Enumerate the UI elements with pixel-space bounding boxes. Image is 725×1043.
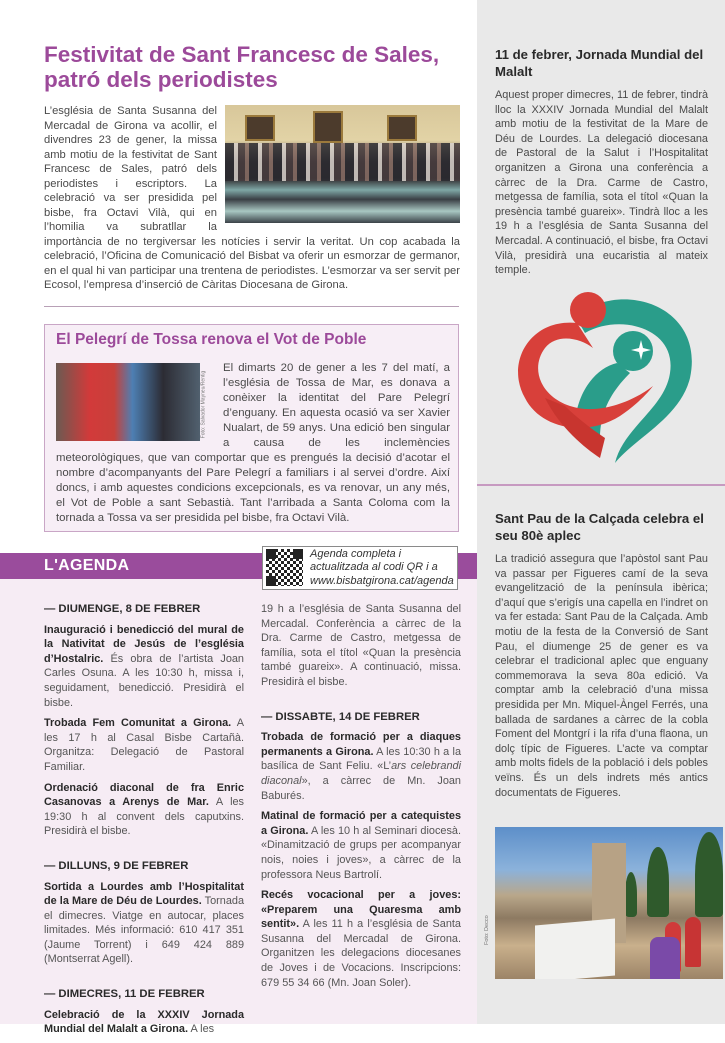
- agenda-day: — DIMECRES, 11 DE FEBRER: [44, 988, 205, 1001]
- agenda-item: [261, 809, 461, 882]
- person: [650, 937, 680, 979]
- agenda-item-title: Trobada de formació per a diaques permanents a Girona.: [261, 731, 461, 758]
- tree: [625, 872, 637, 917]
- tossa-article-text: El dimarts 20 de gener a les 7 del matí, a l’església de Tossa de Mar, es donava a conèixer la identitat del Pare Pelegrí d’enguany. En aquesta ocasió va ser Xavier Nualart, de 59 anys. Una edició ben singular a causa de les inclemències meteorològiques, que van comportar que es prengués la decisió d’acotar el nombre d’acompanyants del Pare Pelegrí a familiars i al servei d’ordre. Així doncs, i amb aquestes condicions excepcionals, es va renovar, un any més, el Vot de Poble a sant Sebastià. Tant l’arribada a Santa Coloma com la tornada a Tossa va ser presidida pel bisbe, fra Octavi Vilà.: [56, 362, 450, 524]
- goigs-sign: [535, 919, 615, 979]
- qr-info-text: [310, 548, 460, 588]
- agenda-item-title: Trobada Fem Comunitat a Girona.: [44, 717, 232, 730]
- title-line-2: patró dels periodistes: [44, 67, 278, 92]
- agenda-title: L'AGENDA: [44, 557, 130, 574]
- agenda-day: — DISSABTE, 14 DE FEBRER: [261, 710, 420, 723]
- agenda-link[interactable]: www.bisbatgirona.cat/agenda: [310, 574, 454, 587]
- agenda-item: [261, 730, 461, 803]
- agenda-item: [44, 623, 244, 711]
- main-article-text: L’església de Santa Susanna del Mercadal de Girona va acollir, el divendres 23 de gener, la missa amb motiu de la festivitat de Sant Francesc de Sales, patró dels periodistes i escriptors. La celebració va ser presidida pel bisbe, fra Octavi Vilà, qui en l’homilia va subratllar la importància de no tergiversar les notícies i servir la veritat. Un cop acabada la celebració, l’Oficina de Comunicació del Bisbat va oferir un esmorzar de germanor, en el qual hi van participar una trentena de periodistes. L’esmorzar va ser servit per Ecosol, l’empresa d’inserció de Càritas Diocesana de Girona.: [44, 105, 460, 291]
- pelegri-photo: [56, 363, 209, 441]
- agenda-item: [44, 781, 244, 839]
- agenda-item-text: A les 11 h a l’església de Santa Susanna del Mercadal de Girona. Organitzen les delegacions diocesanes de Joves i de Vocacions. Inscripcions: 679 55 34 66 (Mn. Joan Soler).: [261, 918, 461, 989]
- person: [685, 917, 701, 967]
- agenda-item: [44, 716, 244, 774]
- main-article-body: [44, 104, 460, 293]
- painting: [245, 115, 275, 141]
- sant-pau-title: Sant Pau de la Calçada celebra el seu 80è aplec: [495, 511, 704, 543]
- painting: [313, 111, 343, 143]
- tossa-article-title: El Pelegrí de Tossa renova el Vot de Poble: [56, 331, 367, 348]
- malalt-title: 11 de febrer, Jornada Mundial del Malalt: [495, 47, 704, 79]
- tossa-article-body: [56, 361, 450, 526]
- agenda-item-title: Inauguració i benedicció del mural de la Nativitat de Jesús de l’església d’Hostalric.: [44, 623, 244, 665]
- qr-code-icon[interactable]: [266, 549, 303, 586]
- sant-pau-photo-credit: Foto: Decco: [484, 915, 490, 945]
- agenda-item-title: Ordenació diaconal de fra Enric Casanovas a Arenys de Mar.: [44, 781, 244, 809]
- tree: [647, 847, 669, 917]
- agenda-item-title: Celebració de la XXXIV Jornada Mundial del Malalt a Girona.: [44, 1008, 244, 1036]
- agenda-item-text: A les 10 h al Seminari diocesà. «Dinamització de grups per acompanyar nois, noies i joves», a càrrec de la professora Neus Bartrolí.: [261, 824, 461, 881]
- agenda-column-1: [44, 602, 244, 1043]
- agenda-item: [44, 1008, 244, 1037]
- malalt-body: Aquest proper dimecres, 11 de febrer, tindrà lloc la XXXIV Jornada Mundial del Malalt amb motiu de la festivitat de la Mare de Déu de Lourdes. La delegació diocesana de Pastoral de la Salut i l’Hospitalitat organitzen a Girona una conferència a càrrec de la Dra. Carme de Castro, metgessa de família, sota el títol «Quan la presència també guareix». Tindrà lloc a les 19 h a l’església de Santa Susanna del Mercadal. A continuació, el bisbe, fra Octavi Vilà, presidirà una eucaristia al mateix temple.: [495, 89, 708, 277]
- agenda-item-italic: ars celebrandi diaconal: [261, 760, 461, 787]
- agenda-item-text: A les 10:30 h a la basílica de Sant Feliu. «L’: [261, 745, 462, 773]
- agenda-item-text: Tornada el dimecres. Viatge en autocar, places limitades. Més informació: 610 417 351 (Jaume Torrent) i 649 424 889 (Montserrat Agell).: [44, 895, 244, 966]
- sidebar-divider: [477, 484, 725, 486]
- tree: [695, 832, 723, 917]
- divider: [44, 306, 459, 307]
- photo-credit: [200, 363, 209, 441]
- agenda-item-title: Matinal de formació per a catequistes a Girona.: [261, 810, 461, 837]
- agenda-item: [44, 880, 244, 968]
- agenda-item-text: És obra de l’artista Joan Carles Osuna. A les 10:30 h, missa i, seguidament, benedicció. Presidirà el bisbe.: [44, 652, 244, 709]
- agenda-day: — DILLUNS, 9 DE FEBRER: [44, 859, 189, 872]
- agenda-item-title: Sortida a Lourdes amb l’Hospitalitat de la Mare de Déu de Lourdes.: [44, 880, 244, 908]
- agenda-item: [261, 888, 461, 990]
- qr-text-line: actualitzada al codi QR i a: [310, 561, 438, 574]
- agenda-item-text: », a càrrec de Mn. Joan Baburés.: [261, 774, 461, 802]
- heart-logo-icon: [505, 288, 705, 466]
- agenda-item-text: A les 19:30 h al convent dels caputxins. Presidirà el bisbe.: [44, 796, 244, 838]
- agenda-item-text: A les 17 h al Casal Bisbe Cartañà. Organitza: Delegació de Pastoral Familiar.: [44, 717, 244, 773]
- title-line-1: Festivitat de Sant Francesc de Sales,: [44, 42, 440, 67]
- main-article-title: [44, 42, 469, 92]
- photo-credit-text: Foto: Salvador Mayneu/Rentig: [200, 370, 207, 439]
- crowd: [225, 143, 460, 181]
- agenda-day: — DIUMENGE, 8 DE FEBRER: [44, 603, 201, 615]
- agenda-item-title: Recés vocacional per a joves: «Preparem una Quaresma amb sentit».: [261, 889, 461, 931]
- painting: [387, 115, 417, 141]
- agenda-column-2: [261, 602, 461, 996]
- agenda-item-text: A les: [188, 1023, 215, 1036]
- group-photo: [225, 105, 460, 223]
- agenda-item-continued: 19 h a l’església de Santa Susanna del Mercadal. Conferència a càrrec de la Dra. Carme de Castro, metgessa de família, sota el títol «Quan la presència també guareix». A continuació, missa. Presidirà el bisbe.: [261, 603, 461, 688]
- qr-text-line: Agenda completa i: [310, 548, 402, 560]
- sant-pau-photo: [495, 827, 723, 979]
- sant-pau-body: La tradició assegura que l’apòstol sant Pau va passar per Figueres camí de la seva evangelització de la península ibèrica; d’aquí que s’erigís una capella en l’indret on va fer estada: Sant Pau de la Calçada. Amb motiu de la festa de la Conversió de Sant Pau, el diumenge 25 de gener es va celebrar el tradicional aplec que enguany commemorava la seva 80a edició. Va comptar amb la celebració d’una missa presidida per Mn. Miquel-Àngel Ferrés, una ballada de sardanes a càrrec de la cobla Foment del Montgrí i la rifa d’una flaona, un dolç típic de Figueres. L’acte va comptar amb molts fidels de la població i dels pobles veïns. És un dels indrets més antics documentats de Figueres.: [495, 553, 708, 799]
